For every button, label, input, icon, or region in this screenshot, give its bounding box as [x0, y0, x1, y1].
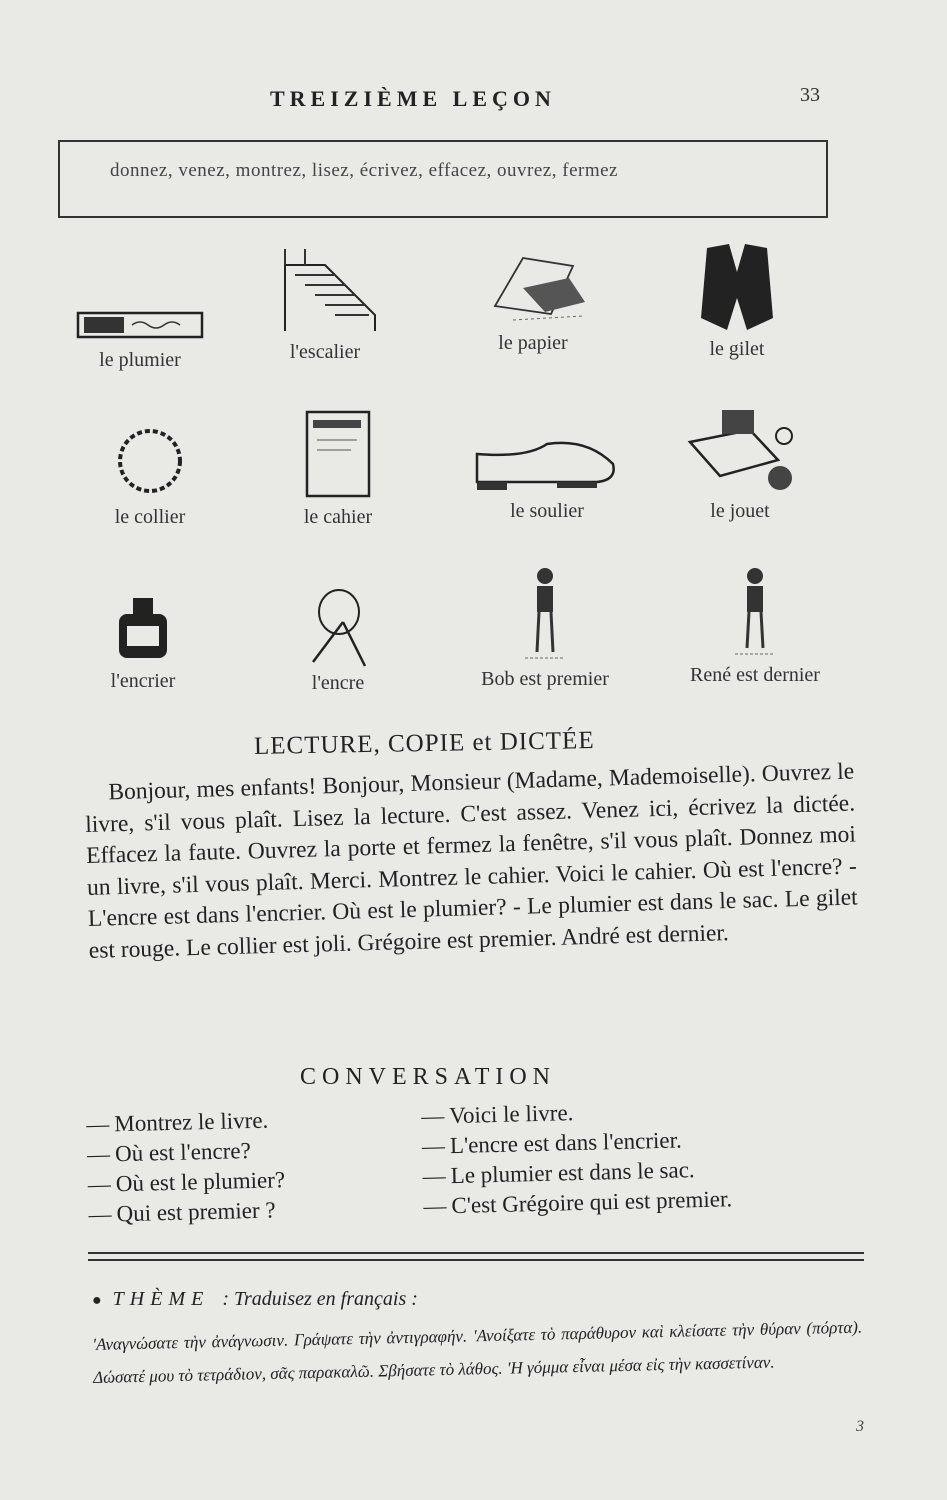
vocab-label: le soulier: [510, 500, 584, 522]
shoe-icon: [467, 432, 627, 496]
answer: Le plumier est dans le sac.: [450, 1157, 695, 1189]
answer: L'encre est dans l'encrier.: [449, 1127, 683, 1159]
vocab-item: [660, 564, 850, 687]
vocab-item: [55, 420, 245, 529]
inkwell-icon: [103, 590, 183, 666]
last-in-line-icon: [725, 564, 785, 660]
pencil-case-icon: [70, 305, 210, 345]
vocab-label: le cahier: [303, 506, 373, 528]
vocab-label: le jouet: [710, 500, 770, 522]
vocab-item: [645, 406, 835, 523]
section-divider: [88, 1252, 864, 1261]
page-number: 33: [800, 84, 820, 106]
dash: —: [422, 1163, 446, 1189]
question: Montrez le livre.: [114, 1107, 269, 1137]
question: Où est le plumier?: [115, 1167, 286, 1197]
conversation-heading: CONVERSATION: [300, 1064, 557, 1090]
vocab-label: l'encrier: [110, 670, 176, 692]
vocab-item: [642, 238, 832, 361]
vocab-item: [45, 305, 235, 372]
sheet-mark: 3: [856, 1418, 864, 1435]
dash: —: [88, 1201, 111, 1227]
question: Qui est premier ?: [116, 1197, 276, 1227]
vocab-label: Bob est premier: [481, 668, 609, 690]
notebook-icon: [293, 406, 383, 502]
theme-label: THÈME: [112, 1288, 210, 1310]
theme-heading: [92, 1288, 418, 1311]
vocab-label: le collier: [114, 506, 186, 528]
verbs-list: donnez, venez, montrez, lisez, écrivez, effacez, ouvrez, fermez: [110, 160, 618, 181]
ink-pen-icon: [293, 582, 383, 668]
necklace-icon: [110, 420, 190, 502]
vocab-item: [438, 248, 628, 355]
answer: C'est Grégoire qui est premier.: [451, 1186, 733, 1219]
vocab-label: l'escalier: [289, 341, 361, 363]
staircase-icon: [265, 245, 385, 337]
dash: —: [420, 1103, 444, 1129]
vocab-label: le gilet: [709, 338, 765, 360]
reading-heading: LECTURE, COPIE et DICTÉE: [253, 727, 595, 760]
dash: —: [421, 1133, 445, 1159]
vocab-item: [450, 564, 640, 691]
answer: Voici le livre.: [448, 1100, 574, 1129]
bullet-icon: ●: [92, 1292, 102, 1309]
conversation-list: [86, 1091, 869, 1230]
reading-text: Bonjour, mes enfants! Bonjour, Monsieur (Madame, Mademoiselle). Ouvrez le livre, s'il vous plaît. Lisez la lecture. C'est assez. Venez ici, écrivez la dictée. Effacez la faute. Ouvrez la porte et fermez la fenêtre, s'il vous plaît. Donnez moi un livre, s'il vous plaît. Merci. Montrez le cahier. Voici le cahier. Où est l'encre? - L'encre est dans l'encrier. Où est le plumier? - Le plumier est dans le sac. Le gilet est rouge. Le collier est joli. Grégoire est premier. André est dernier.: [84, 758, 858, 964]
dash: —: [86, 1111, 109, 1137]
vocab-label: René est dernier: [690, 664, 820, 686]
vocab-label: le plumier: [99, 349, 181, 371]
running-title: TREIZIÈME LEÇON: [270, 86, 556, 111]
vest-icon: [687, 238, 787, 334]
vocab-item: [243, 582, 433, 695]
vocab-item: [230, 245, 420, 364]
reading-passage: [84, 757, 859, 967]
verbs-box: [58, 140, 828, 218]
dash: —: [423, 1193, 446, 1219]
dash: —: [87, 1171, 111, 1197]
vocab-label: l'encre: [311, 672, 365, 694]
dash: —: [86, 1141, 110, 1167]
question: Où est l'encre?: [114, 1137, 252, 1167]
greek-exercise: 'Αναγνώσατε τὴν ἀνάγνωσιν. Γράψατε τὴν ἀντιγραφήν. 'Ανοίξατε τὸ παράθυρον καὶ κλείσατε τὴν θύραν (πόρτα). Δώσατέ μου τὸ τετράδιον, σᾶς παρακαλῶ. Σβήσατε τὸ λάθος. 'Η γόμμα εἶναι μέσα εἰς τὴν κασσετίναν.: [92, 1317, 863, 1387]
vocab-item: [452, 432, 642, 523]
vocab-item: [243, 406, 433, 529]
paper-icon: [473, 248, 593, 328]
vocab-label: le papier: [498, 332, 568, 354]
vocab-item: [48, 590, 238, 693]
toy-icon: [680, 406, 800, 496]
first-in-line-icon: [515, 564, 575, 664]
theme-instruction: : Traduisez en français :: [222, 1288, 418, 1310]
